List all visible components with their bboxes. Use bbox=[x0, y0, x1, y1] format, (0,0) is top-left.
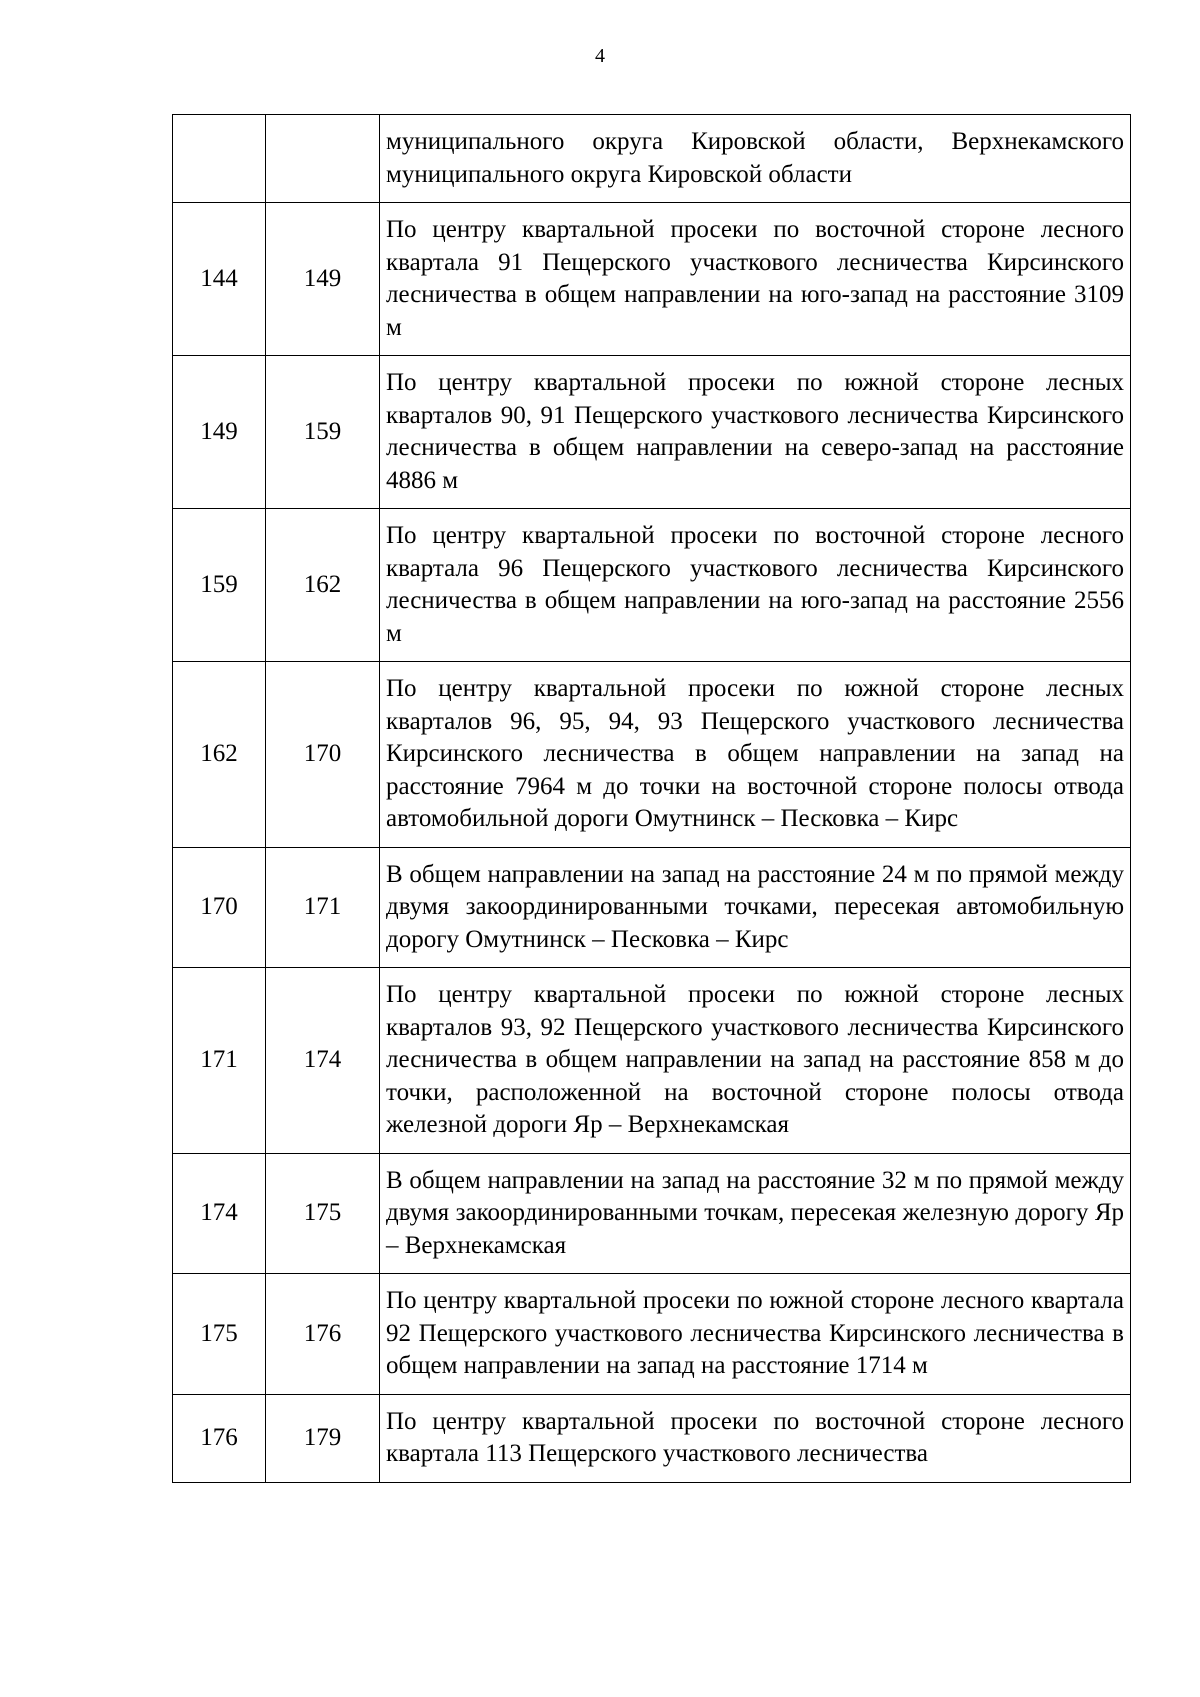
table-row bbox=[173, 1394, 1131, 1482]
from-point-cell: 159 bbox=[173, 509, 266, 662]
from-point-cell: 162 bbox=[173, 662, 266, 848]
description-cell: По центру квартальной просеки по южной стороне лесных кварталов 96, 95, 94, 93 Пещерского участкового лесничества Кирсинского лесничества в общем направлении на запад на расстояние 7964 м до точки на восточной стороне полосы отвода автомобильной дороги Омутнинск – Песковка – Кирс bbox=[380, 662, 1131, 848]
table-row bbox=[173, 662, 1131, 848]
table-row bbox=[173, 847, 1131, 968]
description-cell: По центру квартальной просеки по восточной стороне лесного квартала 113 Пещерского участкового лесничества bbox=[380, 1394, 1131, 1482]
description-cell: По центру квартальной просеки по восточной стороне лесного квартала 96 Пещерского участкового лесничества Кирсинского лесничества в общем направлении на юго-запад на расстояние 2556 м bbox=[380, 509, 1131, 662]
to-point-cell: 175 bbox=[266, 1153, 380, 1274]
table-row bbox=[173, 1274, 1131, 1395]
description-cell: По центру квартальной просеки по южной стороне лесного квартала 92 Пещерского участкового лесничества Кирсинского лесничества в общем направлении на запад на расстояние 1714 м bbox=[380, 1274, 1131, 1395]
to-point-cell: 159 bbox=[266, 356, 380, 509]
from-point-cell: 149 bbox=[173, 356, 266, 509]
to-point-cell: 170 bbox=[266, 662, 380, 848]
to-point-cell: 171 bbox=[266, 847, 380, 968]
to-point-cell bbox=[266, 115, 380, 203]
to-point-cell: 174 bbox=[266, 968, 380, 1154]
description-cell: По центру квартальной просеки по восточной стороне лесного квартала 91 Пещерского участкового лесничества Кирсинского лесничества в общем направлении на юго-запад на расстояние 3109 м bbox=[380, 203, 1131, 356]
table-row bbox=[173, 1153, 1131, 1274]
description-cell: По центру квартальной просеки по южной стороне лесных кварталов 90, 91 Пещерского участкового лесничества Кирсинского лесничества в общем направлении на северо-запад на расстояние 4886 м bbox=[380, 356, 1131, 509]
description-cell: муниципального округа Кировской области, Верхнекамского муниципального округа Кировской области bbox=[380, 115, 1131, 203]
from-point-cell: 176 bbox=[173, 1394, 266, 1482]
from-point-cell: 175 bbox=[173, 1274, 266, 1395]
description-cell: В общем направлении на запад на расстояние 24 м по прямой между двумя закоординированными точками, пересекая автомобильную дорогу Омутнинск – Песковка – Кирс bbox=[380, 847, 1131, 968]
table-row bbox=[173, 203, 1131, 356]
description-cell: По центру квартальной просеки по южной стороне лесных кварталов 93, 92 Пещерского участкового лесничества Кирсинского лесничества в общем направлении на запад на расстояние 858 м до точки, расположенной на восточной стороне полосы отвода железной дороги Яр – Верхнекамская bbox=[380, 968, 1131, 1154]
to-point-cell: 179 bbox=[266, 1394, 380, 1482]
table-row bbox=[173, 968, 1131, 1154]
table-row bbox=[173, 509, 1131, 662]
to-point-cell: 176 bbox=[266, 1274, 380, 1395]
from-point-cell: 144 bbox=[173, 203, 266, 356]
from-point-cell: 170 bbox=[173, 847, 266, 968]
description-cell: В общем направлении на запад на расстояние 32 м по прямой между двумя закоординированными точкам, пересекая железную дорогу Яр – Верхнекамская bbox=[380, 1153, 1131, 1274]
from-point-cell: 174 bbox=[173, 1153, 266, 1274]
table-row bbox=[173, 356, 1131, 509]
table-row bbox=[173, 115, 1131, 203]
to-point-cell: 162 bbox=[266, 509, 380, 662]
boundary-description-table bbox=[172, 114, 1131, 1483]
from-point-cell bbox=[173, 115, 266, 203]
page-number: 4 bbox=[595, 45, 605, 67]
from-point-cell: 171 bbox=[173, 968, 266, 1154]
to-point-cell: 149 bbox=[266, 203, 380, 356]
